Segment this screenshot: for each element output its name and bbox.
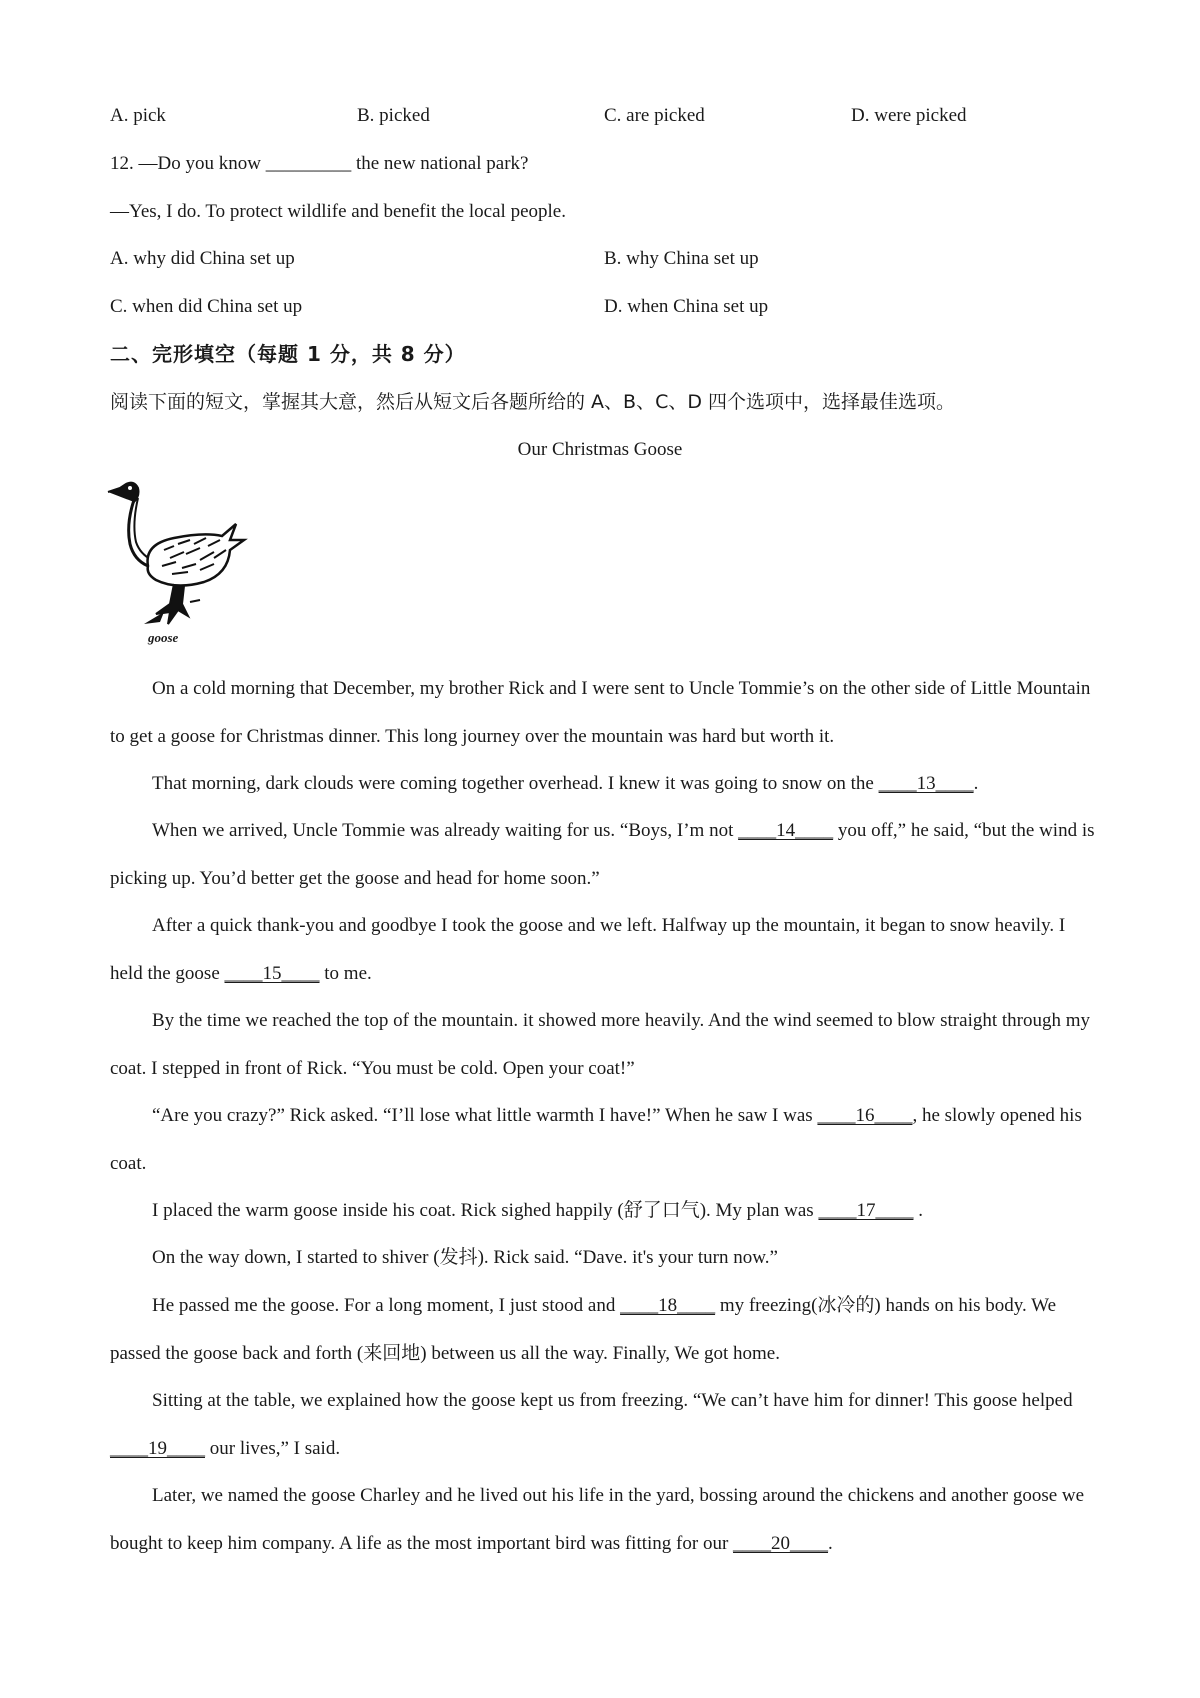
- blank-13: ____13____: [878, 773, 974, 794]
- q12-stem: 12. —Do you know _________ the new national park?: [110, 153, 529, 174]
- q12-answer: —Yes, I do. To protect wildlife and benefit the local people.: [110, 201, 566, 222]
- blank-16: ____16____: [817, 1105, 913, 1126]
- blank-19: ____19____: [110, 1437, 205, 1459]
- q12-option-a: A. why did China set up: [110, 248, 295, 269]
- goose-illustration: [104, 474, 254, 654]
- passage-title: Our Christmas Goose: [517, 439, 683, 460]
- q11-option-d: D. were picked: [851, 105, 967, 126]
- passage-paragraph-4: After a quick thank-you and goodbye I took the goose and we left. Halfway up the mountain, it began to snow heavily. I held the goose ____15____ to me.: [110, 915, 1066, 984]
- q11-option-b: B. picked: [357, 105, 430, 126]
- passage-paragraph-9: He passed me the goose. For a long moment, I just stood and ____18____ my freezing(冰冷的) hands on his body. We passed the goose back and forth (来回地) between us all the way. Finally, We got home.: [110, 1295, 1057, 1364]
- blank-17: ____17____: [818, 1200, 914, 1221]
- passage-paragraph-6: “Are you crazy?” Rick asked. “I’ll lose what little warmth I have!” When he saw I was ____16____, he slowly opened his coat.: [110, 1105, 1082, 1174]
- blank-14: ____14____: [738, 820, 834, 841]
- q12-option-b: B. why China set up: [604, 248, 759, 269]
- passage-paragraph-2: That morning, dark clouds were coming together overhead. I knew it was going to snow on the ____13____.: [152, 773, 979, 794]
- blank-15: ____15____: [224, 962, 320, 984]
- passage-paragraph-1: On a cold morning that December, my brother Rick and I were sent to Uncle Tommie’s on the other side of Little Mountain to get a goose for Christmas dinner. This long journey over the mountain was hard but worth it.: [110, 678, 1091, 747]
- q12-option-d: D. when China set up: [604, 296, 769, 317]
- passage-paragraph-10: Sitting at the table, we explained how the goose kept us from freezing. “We can’t have him for dinner! This goose helped ____19____ our lives,” I said.: [110, 1390, 1073, 1459]
- q12-option-c: C. when did China set up: [110, 296, 303, 317]
- goose-icon: [104, 474, 254, 654]
- passage-paragraph-5: By the time we reached the top of the mountain. it showed more heavily. And the wind seemed to blow straight through my coat. I stepped in front of Rick. “You must be cold. Open your coat!”: [110, 1010, 1091, 1079]
- passage-paragraph-3: When we arrived, Uncle Tommie was already waiting for us. “Boys, I’m not ____14____ you off,” he said, “but the wind is picking up. You’d better get the goose and head for home soon.”: [110, 820, 1095, 889]
- section-instruction: 阅读下面的短文，掌握其大意，然后从短文后各题所给的 A、B、C、D 四个选项中，选择最佳选项。: [110, 391, 956, 413]
- q11-option-c: C. are picked: [604, 105, 705, 126]
- blank-20: ____20____: [733, 1532, 829, 1554]
- passage-paragraph-8: On the way down, I started to shiver (发抖). Rick said. “Dave. it's your turn now.”: [152, 1247, 778, 1268]
- passage-paragraph-7: I placed the warm goose inside his coat. Rick sighed happily (舒了口气). My plan was ____17____ .: [152, 1200, 923, 1221]
- q11-option-a: A. pick: [110, 105, 166, 126]
- goose-caption: goose: [148, 630, 179, 645]
- section-heading: 二、完形填空（每题 1 分，共 8 分）: [110, 342, 466, 366]
- passage-paragraph-11: Later, we named the goose Charley and he lived out his life in the yard, bossing around the chickens and another goose we bought to keep him company. A life as the most important bird was fitting for our ____20____.: [110, 1485, 1085, 1554]
- blank-18: ____18____: [620, 1295, 716, 1316]
